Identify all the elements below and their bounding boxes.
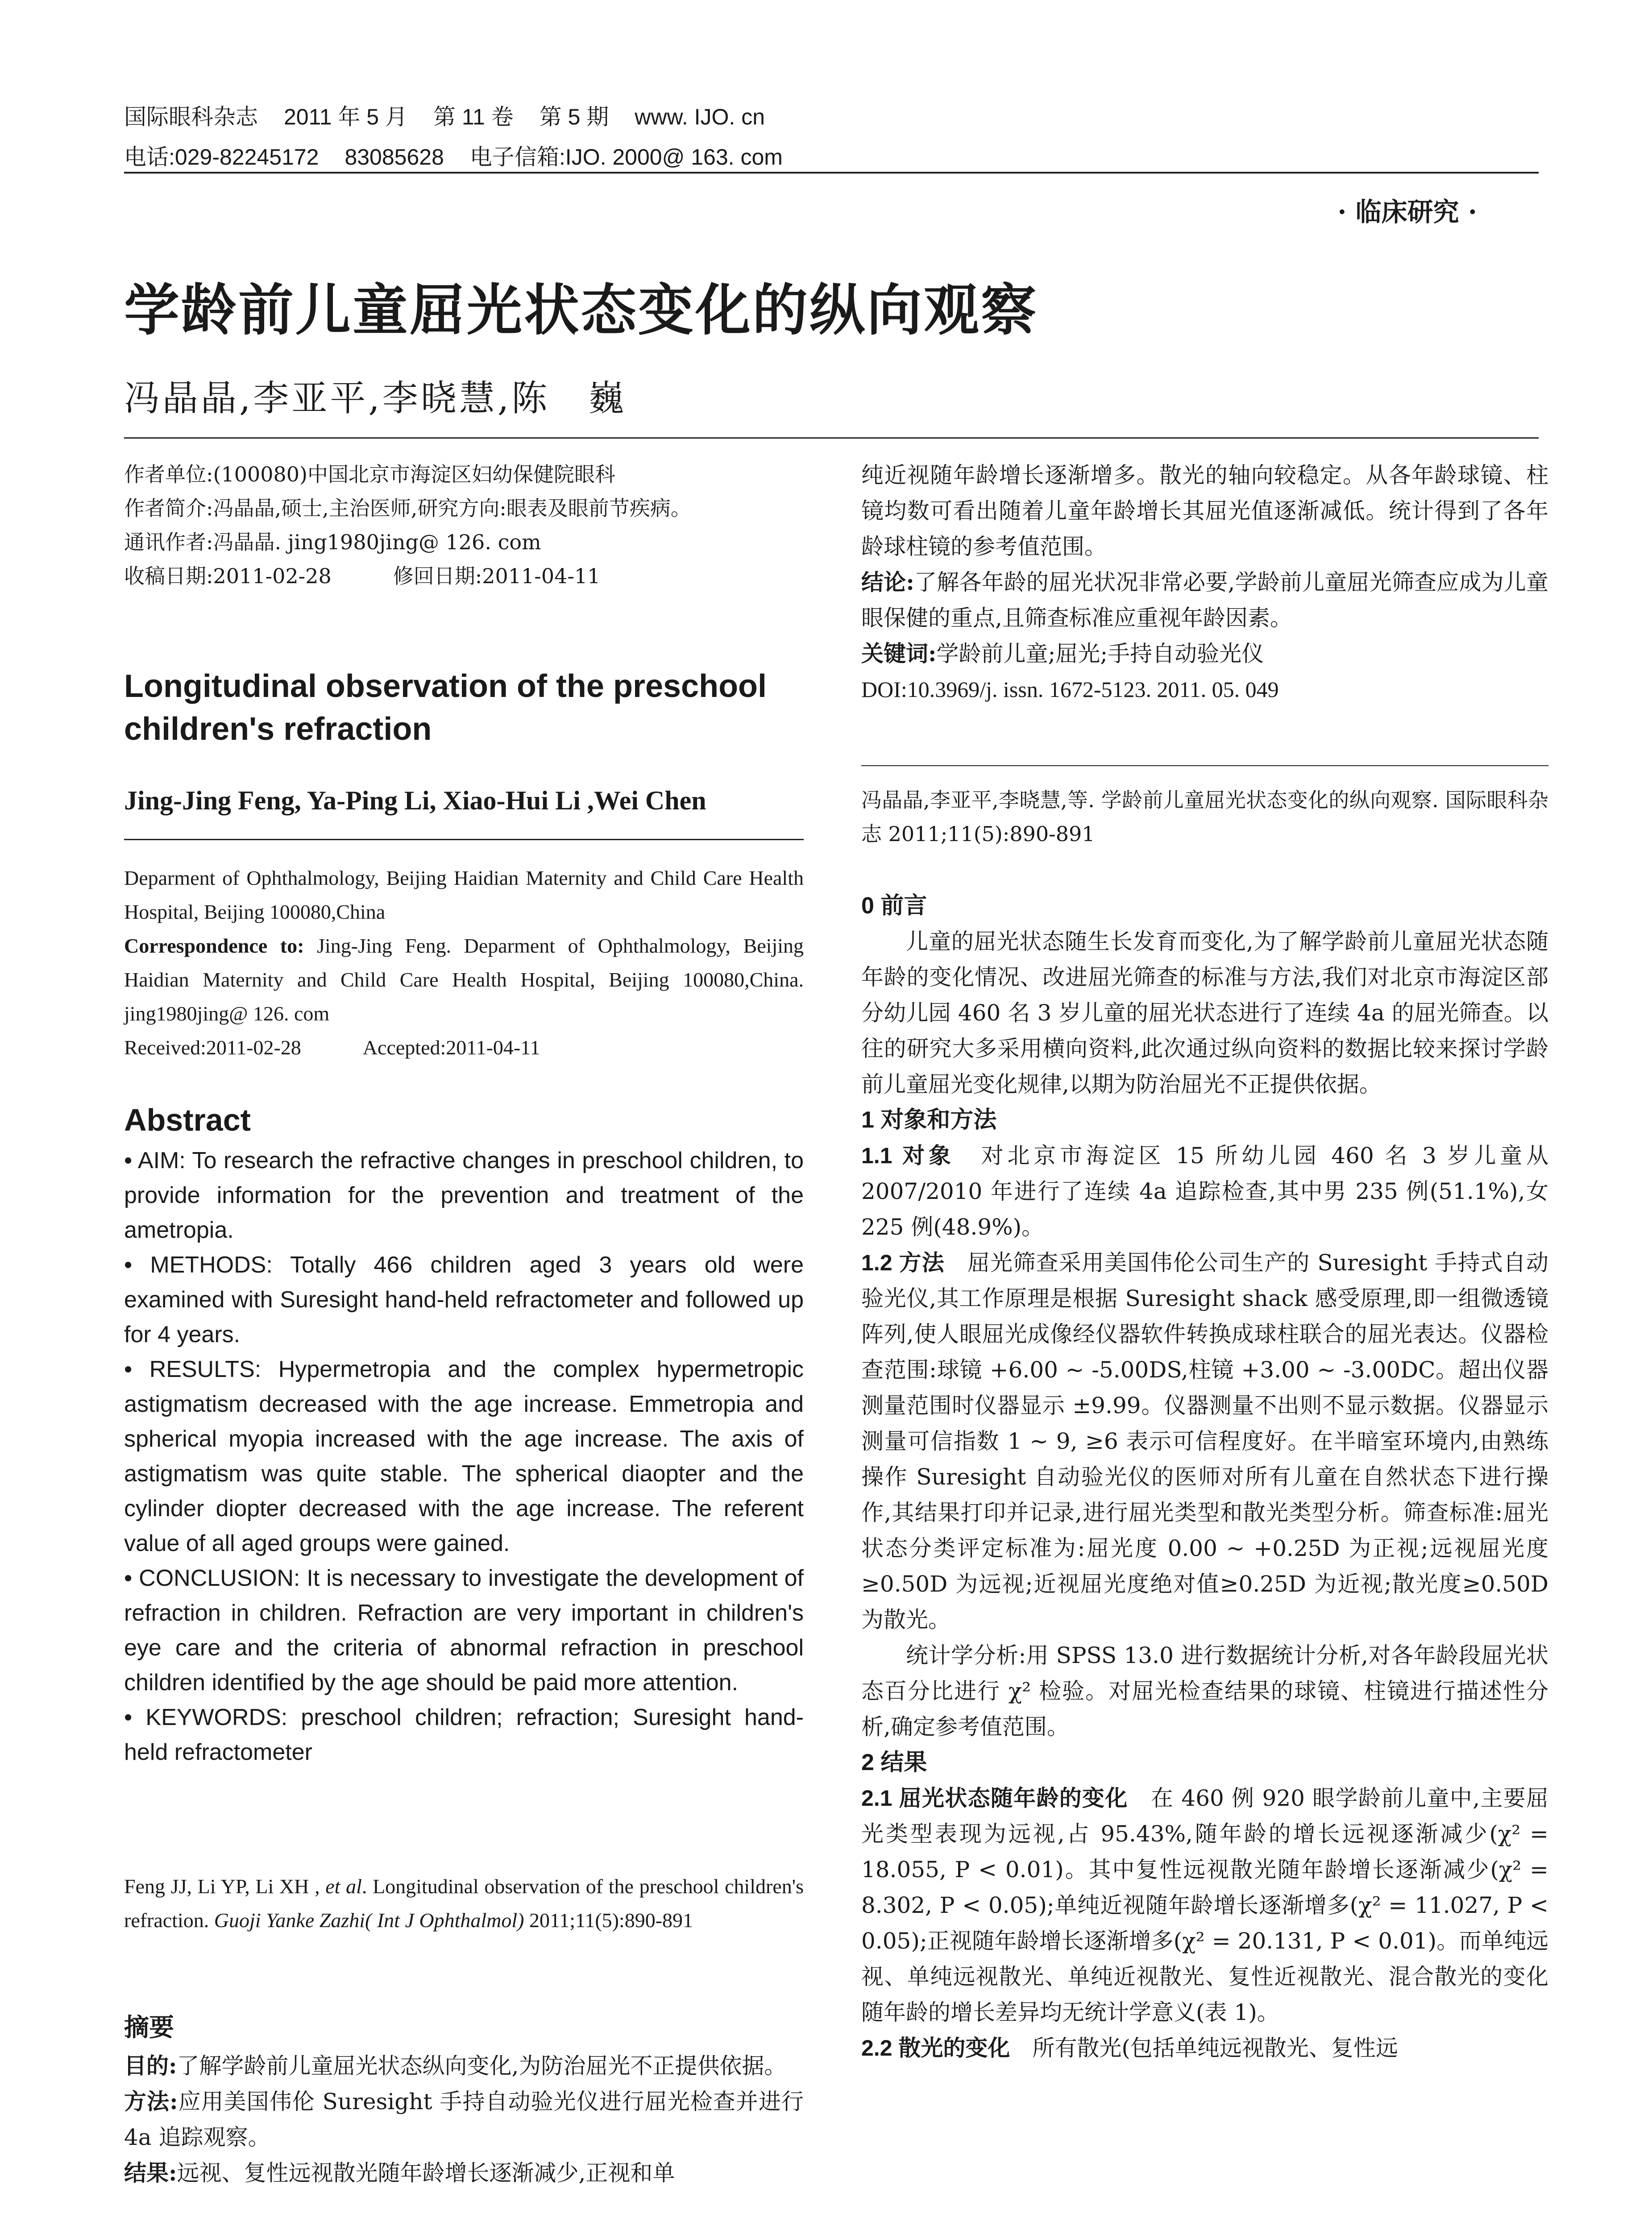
zhaiyao-body (124, 2048, 804, 2191)
zhaiyao-result-cont: 纯近视随年龄增长逐渐增多。散光的轴向较稳定。从各年龄球镜、柱镜均数可看出随着儿童年龄增长其屈光值逐渐减低。统计得到了各年龄球柱镜的参考值范围。 (861, 462, 1548, 560)
zhaiyao-heading: 摘要 (124, 2013, 174, 2042)
phone: 电话:029-82245172 (124, 145, 319, 170)
affiliation-en (124, 861, 804, 1065)
section-2-heading: 2 结果 (861, 1750, 927, 1775)
section-1-1: 1.1 对象 对北京市海淀区 15 所幼儿园 460 名 3 岁儿童从 2007/2010 年进行了连续 4a 追踪检查,其中男 235 例(51.1%),女 225 例(48.9%)。 (861, 1143, 1548, 1240)
section-0-heading: 0 前言 (861, 893, 927, 919)
dates-cn: 收稿日期:2011-02-28 修回日期:2011-04-11 (124, 564, 601, 588)
citation-rule (861, 765, 1548, 766)
volume: 第 11 卷 (433, 104, 514, 129)
zhaiyao-result: 结果:远视、复性远视散光随年龄增长逐渐减少,正视和单 (124, 2160, 675, 2186)
abstract-aim: • AIM: To research the refractive changes in preschool children, to provide information for the prevention and treatment of the ametropia. (124, 1148, 804, 1243)
corresponding-author: 通讯作者:冯晶晶. jing1980jing@ 126. com (124, 530, 541, 554)
section-2-2: 2.2 散光的变化 所有散光(包括单纯远视散光、复性远 (861, 2035, 1398, 2061)
issue: 第 5 期 (539, 104, 609, 129)
title-rule (124, 437, 1539, 439)
section-2-1: 2.1 屈光状态随年龄的变化 在 460 例 920 眼学龄前儿童中,主要屈光类型表现为远视,占 95.43%,随年龄的增长远视逐渐减少(χ² = 18.055, P < 0.01)。其中复性远视散光随年龄增长逐渐减少(χ² = 8.302, P < 0.05);单纯近视随年龄增长逐渐增多(χ² = 11.027, P < 0.05);正视随年龄增长逐渐增多(χ² = 20.131, P < 0.01)。而单纯远视、单纯远视散光、单纯近视散光、复性近视散光、混合散光的变化随年龄的增长差异均无统计学意义(表 1)。 (861, 1785, 1548, 2025)
section-1-2-stat: 统计学分析:用 SPSS 13.0 进行数据统计分析,对各年龄段屈光状态百分比进行 χ² 检验。对屈光检查结果的球镜、柱镜进行描述性分析,确定参考值范围。 (861, 1642, 1548, 1740)
abstract-conclusion: • CONCLUSION: It is necessary to investigate the development of refraction in children. Refraction are very important in children's eye care and the criteria of abnormal refraction in preschool children identified by the age should be paid more attention. (124, 1565, 804, 1696)
email: 电子信箱:IJO. 2000@ 163. com (469, 145, 783, 170)
issue-date: 2011 年 5 月 (284, 104, 408, 129)
website: www. IJO. cn (635, 104, 765, 129)
section-0-text: 儿童的屈光状态随生长发育而变化,为了解学龄前儿童屈光状态随年龄的变化情况、改进屈光筛查的标准与方法,我们对北京市海淀区部分幼儿园 460 名 3 岁儿童的屈光状态进行了连续 4a 的屈光筛查。以往的研究大多采用横向资料,此次通过纵向资料的数据比较来探讨学龄前儿童屈光变化规律,以期为防治屈光不正提供依据。 (861, 929, 1548, 1097)
abstract-body (124, 1143, 804, 1770)
author-meta (124, 457, 804, 593)
abstract-results: • RESULTS: Hypermetropia and the complex hypermetropic astigmatism decreased with the age increase. Emmetropia and spherical myopia increased with the age increase. The axis of astigmatism was quite stable. The spherical diaopter and the cylinder diopter decreased with the age increase. The referent value of all aged groups were gained. (124, 1356, 804, 1556)
journal-header-line1 (124, 99, 791, 131)
authors-cn: 冯晶晶,李亚平,李晓慧,陈 巍 (124, 377, 627, 419)
zhaiyao-continued (861, 457, 1548, 707)
authors-en: Jing-Jing Feng, Ya-Ping Li, Xiao-Hui Li ,Wei Chen (124, 786, 706, 815)
dept-en: Deparment of Ophthalmology, Beijing Haidian Maternity and Child Care Health Hospital, Beijing 100080,China (124, 867, 804, 923)
phone-2: 83085628 (345, 145, 444, 170)
title-en: Longitudinal observation of the preschool children's refraction (124, 668, 767, 747)
page-title: 学龄前儿童屈光状态变化的纵向观察 (124, 280, 1038, 341)
abstract-heading: Abstract (124, 1103, 251, 1137)
section-label: · 临床研究 · (1337, 197, 1477, 227)
author-bio: 作者简介:冯晶晶,硕士,主治医师,研究方向:眼表及眼前节疾病。 (124, 496, 691, 520)
correspondence-en: Correspondence to: Jing-Jing Feng. Deparment of Ophthalmology, Beijing Haidian Maternity and Child Care Health Hospital, Beijing 100080,China. jing1980jing@ 126. com (124, 934, 804, 1025)
zhaiyao-keywords: 关键词:学龄前儿童;屈光;手持自动验光仪 (861, 640, 1264, 667)
section-1-heading: 1 对象和方法 (861, 1107, 997, 1133)
section-1-2: 1.2 方法 屈光筛查采用美国伟伦公司生产的 Suresight 手持式自动验光仪,其工作原理是根据 Suresight shack 感受原理,即一组微透镜阵列,使人眼屈光成像经仪器软件转换成球柱联合的屈光表达。仪器检查范围:球镜 +6.00 ~ -5.00DS,柱镜 +3.00 ~ -3.00DC。超出仪器测量范围时仪器显示 ±9.99。仪器测量不出则不显示数据。仪器显示测量可信指数 1 ~ 9, ≥6 表示可信程度好。在半暗室环境内,由熟练操作 Suresight 自动验光仪的医师对所有儿童在自然状态下进行操作,其结果打印并记录,进行屈光类型和散光类型分析。筛查标准:屈光状态分类评定标准为:屈光度 0.00 ~ +0.25D 为正视;远视屈光度≥0.50D 为远视;近视屈光度绝对值≥0.25D 为近视;散光度≥0.50D 为散光。 (861, 1250, 1548, 1633)
authors-rule (124, 839, 804, 840)
zhaiyao-conclusion: 结论:了解各年龄的屈光状况非常必要,学龄前儿童屈光筛查应成为儿童眼保健的重点,且筛查标准应重视年龄因素。 (861, 569, 1548, 631)
doi: DOI:10.3969/j. issn. 1672-5123. 2011. 05. 049 (861, 677, 1279, 702)
zhaiyao-method: 方法:应用美国伟伦 Suresight 手持自动验光仪进行屈光检查并进行 4a 追踪观察。 (124, 2088, 804, 2150)
citation-en: Feng JJ, Li YP, Li XH , et al. Longitudinal observation of the preschool children's refraction. Guoji Yanke Zazhi( Int J Ophthalmol) 2011;11(5):890-891 (124, 1875, 804, 1932)
journal-header-line2 (124, 139, 809, 171)
dates-en: Received:2011-02-28 Accepted:2011-04-11 (124, 1036, 540, 1059)
affiliation-cn: 作者单位:(100080)中国北京市海淀区妇幼保健院眼科 (124, 462, 615, 486)
zhaiyao-aim: 目的:了解学龄前儿童屈光状态纵向变化,为防治屈光不正提供依据。 (124, 2053, 787, 2079)
abstract-methods: • METHODS: Totally 466 children aged 3 years old were examined with Suresight hand-held refractometer and followed up for 4 years. (124, 1252, 804, 1348)
header-rule (124, 172, 1539, 174)
journal-name: 国际眼科杂志 (124, 104, 258, 129)
citation-cn: 冯晶晶,李亚平,李晓慧,等. 学龄前儿童屈光状态变化的纵向观察. 国际眼科杂志 2011;11(5):890-891 (861, 788, 1548, 846)
abstract-keywords: • KEYWORDS: preschool children; refraction; Suresight hand-held refractometer (124, 1704, 804, 1765)
main-body (861, 888, 1548, 2066)
